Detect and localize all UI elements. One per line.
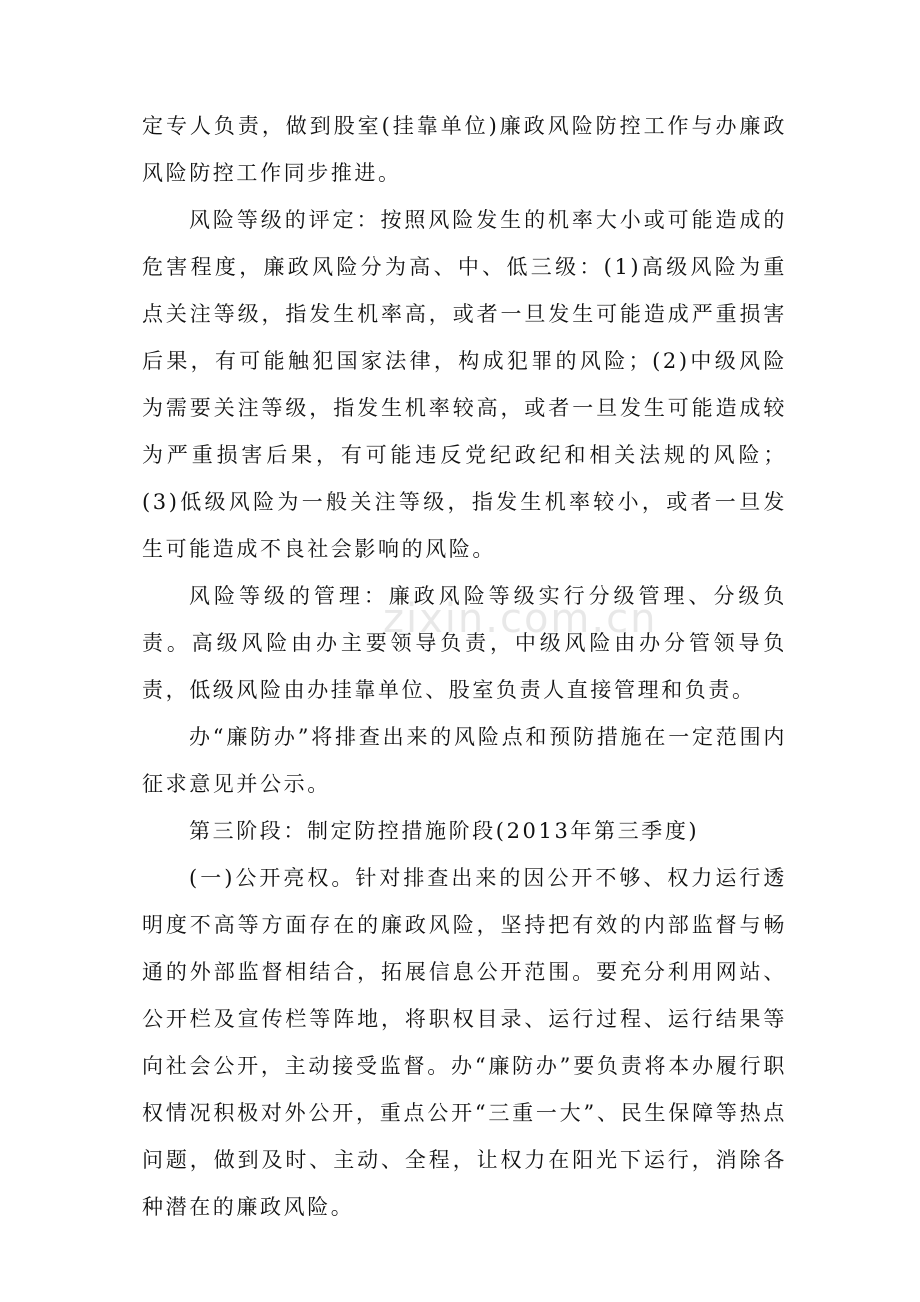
paragraph-publicity: 办“廉防办”将排查出来的风险点和预防措施在一定范围内征求意见并公示。	[142, 725, 787, 796]
paragraph-public-power: (一)公开亮权。针对排查出来的因公开不够、权力运行透明度不高等方面存在的廉政风险，坚持把有效的内部监督与畅通的外部监督相结合，拓展信息公开范围。要充分利用网站、公开栏及宣传栏等阵地，将职权目录、运行过程、运行结果等向社会公开，主动接受监督。办“廉防办”要负责将本办履行职权情况积极对外公开，重点公开“三重一大”、民生保障等热点问题，做到及时、主动、全程，让权力在阳光下运行，消除各种潜在的廉政风险。	[142, 866, 787, 1219]
watermark: zixin.com.cn	[383, 596, 658, 642]
paragraph-risk-level-assessment: 风险等级的评定：按照风险发生的机率大小或可能造成的危害程度，廉政风险分为高、中、低三级：(1)高级风险为重点关注等级，指发生机率高，或者一旦发生可能造成严重损害后果，有可能触犯国家法律，构成犯罪的风险；(2)中级风险为需要关注等级，指发生机率较高，或者一旦发生可能造成较为严重损害后果，有可能违反党纪政纪和相关法规的风险；(3)低级风险为一般关注等级，指发生机率较小，或者一旦发生可能造成不良社会影响的风险。	[142, 208, 787, 561]
paragraph-risk-level-management: 风险等级的管理：廉政风险等级实行分级管理、分级负责。高级风险由办主要领导负责，中级风险由办分管领导负责，低级风险由办挂靠单位、股室负责人直接管理和负责。	[142, 584, 787, 702]
paragraph-continuation: 定专人负责，做到股室(挂靠单位)廉政风险防控工作与办廉政风险防控工作同步推进。	[142, 114, 787, 185]
section-heading-stage-three: 第三阶段：制定防控措施阶段(2013年第三季度)	[189, 819, 700, 843]
document-body	[142, 103, 787, 1231]
